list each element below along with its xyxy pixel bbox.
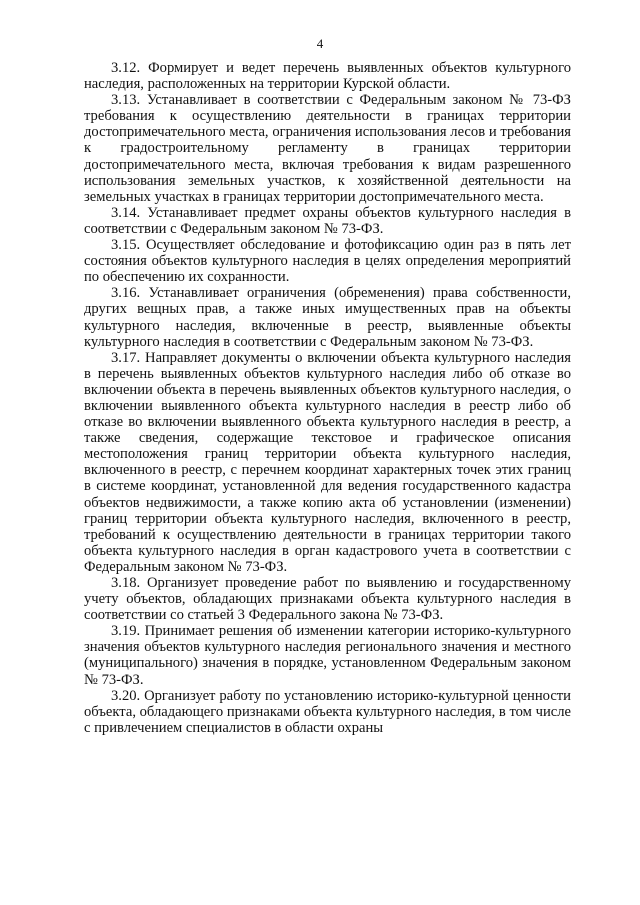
page-number: 4 bbox=[316, 36, 324, 51]
paragraph-3-19: 3.19. Принимает решения об изменении категории историко-культурного значения объектов культурного наследия регионального значения и местного (муниципального) значения в порядке, установленном Федеральным законом № 73-ФЗ. bbox=[84, 623, 571, 688]
paragraph-3-16: 3.16. Устанавливает ограничения (обременения) права собственности, других вещных прав, а также иных имущественных прав на объекты культурного наследия, включенные в реестр, выявленные объекты культурного наследия в соответствии с Федеральным законом № 73-ФЗ. bbox=[84, 285, 571, 350]
paragraph-3-13: 3.13. Устанавливает в соответствии с Федеральным законом № 73-ФЗ требования к осуществлению деятельности в границах территории достопримечательного места, ограничения использования лесов и требования к градостроительному регламенту в границах территории достопримечательного места, включая требования к видам разрешенного использования земельных участков, к хозяйственной деятельности на земельных участках в границах территории достопримечательного места. bbox=[84, 92, 571, 205]
paragraph-3-17: 3.17. Направляет документы о включении объекта культурного наследия в перечень выявленных объектов культурного наследия либо об отказе во включении объекта в перечень выявленных объектов культурного наследия, о включении выявленного объекта культурного наследия в реестр либо об отказе во включении выявленного объекта культурного наследия в реестр, а также сведения, содержащие текстовое и графическое описания местоположения границ территории объекта культурного наследия, включенного в реестр, с перечнем координат характерных точек этих границ в системе координат, установленной для ведения государственного кадастра объектов недвижимости, а также копию акта об установлении (изменении) границ территории объекта культурного наследия, включенного в реестр, требований к осуществлению деятельности в границах территории такого объекта культурного наследия в орган кадастрового учета в соответствии с Федеральным законом № 73-ФЗ. bbox=[84, 349, 571, 575]
paragraph-3-15: 3.15. Осуществляет обследование и фотофиксацию один раз в пять лет состояния объектов культурного наследия в целях определения мероприятий по обеспечению их сохранности. bbox=[84, 237, 571, 286]
paragraph-3-14: 3.14. Устанавливает предмет охраны объектов культурного наследия в соответствии с Федеральным законом № 73-ФЗ. bbox=[84, 204, 571, 237]
document-body bbox=[84, 60, 571, 736]
paragraph-3-18: 3.18. Организует проведение работ по выявлению и государственному учету объектов, обладающих признаками объекта культурного наследия в соответствии со статьей 3 Федерального закона № 73-ФЗ. bbox=[84, 575, 571, 624]
paragraph-3-12: 3.12. Формирует и ведет перечень выявленных объектов культурного наследия, расположенных на территории Курской области. bbox=[84, 60, 571, 93]
paragraph-3-20: 3.20. Организует работу по установлению историко-культурной ценности объекта, обладающего признаками объекта культурного наследия, в том числе с привлечением специалистов в области охраны bbox=[84, 687, 571, 736]
